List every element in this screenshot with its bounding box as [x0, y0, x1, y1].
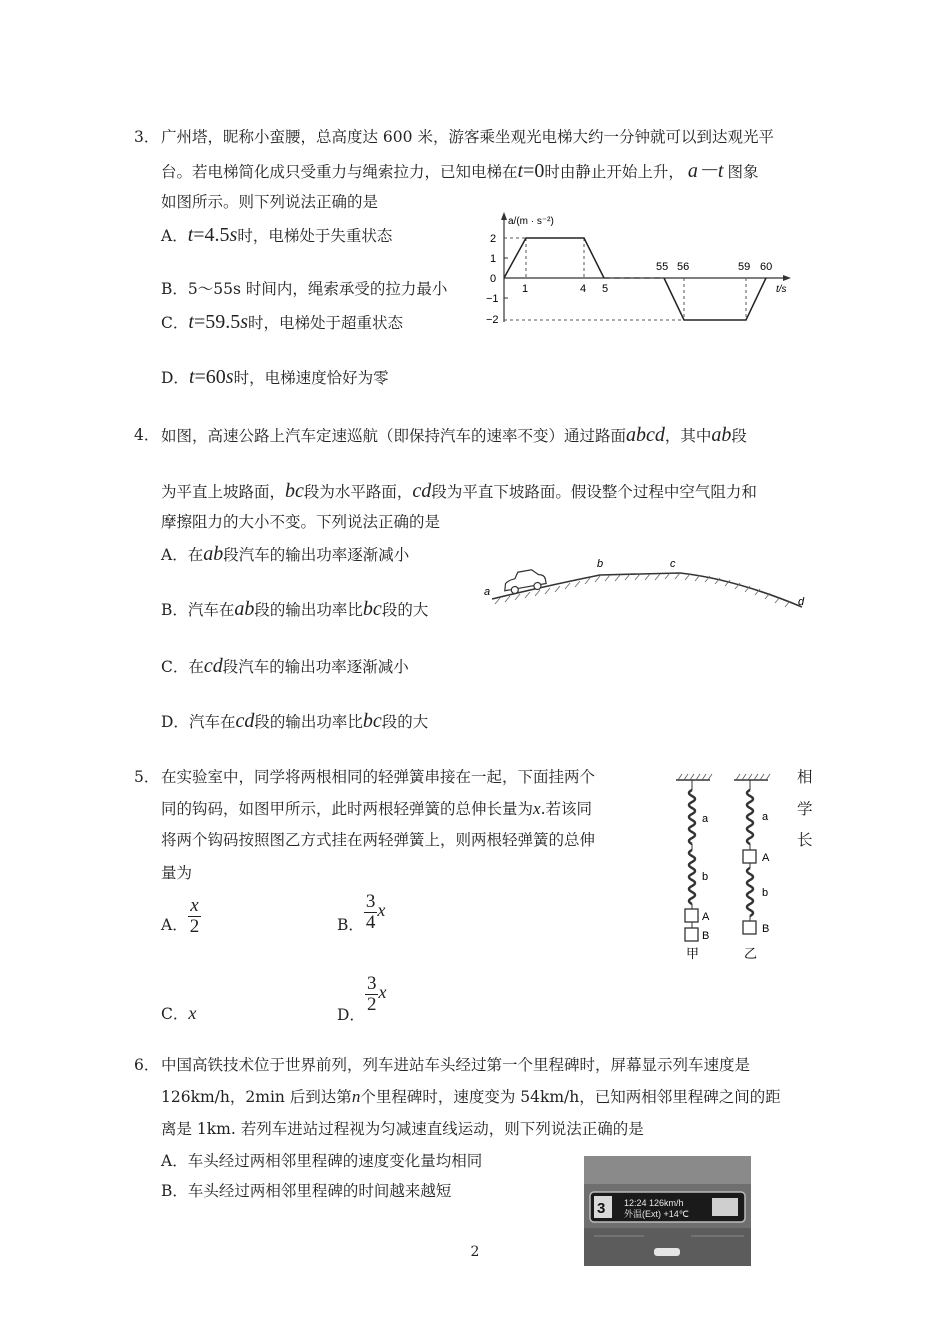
- q3-line3: 如图所示。则下列说法正确的是: [161, 193, 379, 211]
- fraction: $\frac{3}{2}$: [366, 972, 377, 1015]
- spring-a-left: [689, 790, 695, 844]
- q3-number: 3．: [134, 128, 160, 146]
- weight-a-left: [685, 909, 698, 922]
- q5-line4: 量为: [161, 864, 193, 882]
- x-tick-59: 59: [738, 261, 751, 273]
- q4-number: 4．: [134, 426, 160, 444]
- display-line2: 外温(Ext) +14℃: [624, 1209, 689, 1219]
- q4-line2: 为平直上坡路面，bc段为水平路面，cd段为平直下坡路面。假设整个过程中空气阻力和: [161, 480, 757, 502]
- q4-option-d: D．汽车在cd段的输出功率比bc段的大: [161, 710, 429, 732]
- car-number: 3: [597, 1200, 606, 1217]
- q5-option-a: A． $\frac{x}{2}$: [161, 894, 200, 937]
- q5-line2-end: 学: [797, 800, 813, 818]
- x-tick-60: 60: [760, 261, 773, 273]
- label-B-left: B: [702, 930, 710, 942]
- x-axis-label: t/s: [776, 284, 787, 295]
- caption-jia: 甲: [686, 946, 700, 961]
- x-tick-5: 5: [602, 283, 609, 295]
- q6-number: 6．: [134, 1056, 160, 1074]
- page-number: 2: [470, 1244, 480, 1260]
- q3-option-c: C．t=59.5s时，电梯处于超重状态: [161, 311, 404, 333]
- q3-line2: 台。若电梯简化成只受重力与绳索拉力，已知电梯在t=0时由静止开始上升， a－t 图象: [161, 160, 759, 182]
- q5-line3-end: 长: [797, 831, 813, 849]
- road-figure: [480, 555, 810, 625]
- road-label-c: c: [670, 558, 676, 570]
- q4-line3: 摩擦阻力的大小不变。下列说法正确的是: [161, 513, 441, 531]
- label-A-left: A: [702, 911, 710, 923]
- spring-a-right: [747, 790, 753, 844]
- q5-option-b: B． $\frac{3}{4}$ x: [337, 890, 386, 934]
- y-axis-arrow: [501, 212, 507, 220]
- q3-option-a: A．t=4.5s时，电梯处于失重状态: [161, 224, 393, 246]
- fraction: $\frac{x}{2}$: [189, 894, 200, 937]
- display-line1: 12:24 126km/h: [624, 1198, 684, 1208]
- a-t-graph: [482, 210, 802, 335]
- y-tick-2: 2: [490, 233, 497, 245]
- weight-a-right: [743, 850, 756, 863]
- q3-option-d: D．t=60s时，电梯速度恰好为零: [161, 366, 389, 388]
- x-tick-56: 56: [677, 261, 690, 273]
- q4-option-a: A．在ab段汽车的输出功率逐渐减小: [161, 543, 410, 565]
- q5-option-d: D． $\frac{3}{2}$ x: [337, 972, 387, 1024]
- y-tick-1: 1: [490, 253, 497, 265]
- x-tick-4: 4: [580, 283, 587, 295]
- x-axis-arrow: [783, 275, 791, 281]
- q6-option-b: B．车头经过两相邻里程碑的时间越来越短: [161, 1182, 452, 1200]
- q4-option-c: C．在cd段汽车的输出功率逐渐减小: [161, 655, 409, 677]
- y-tick-neg2: −2: [486, 314, 499, 326]
- q5-option-c: C．x: [161, 1003, 197, 1023]
- y-tick-neg1: −1: [486, 293, 499, 305]
- label-B-right: B: [762, 923, 770, 935]
- q5-line1: 在实验室中，同学将两根相同的轻弹簧串接在一起，下面挂两个: [161, 768, 596, 786]
- q4-line1: 如图，高速公路上汽车定速巡航（即保持汽车的速率不变）通过路面abcd，其中ab段: [161, 424, 747, 446]
- q6-line2: 126km/h，2min 后到达第n个里程碑时，速度变为 54km/h，已知两相邻里程碑之间的距: [161, 1087, 781, 1106]
- q3-option-b: B．5～55s 时间内，绳索承受的拉力最小: [161, 280, 448, 298]
- ceiling-hatch-left: [678, 774, 712, 780]
- label-a-left: a: [702, 813, 709, 825]
- road-label-d: d: [798, 596, 805, 608]
- x-tick-1: 1: [522, 283, 529, 295]
- q5-line1-end: 相: [797, 768, 813, 786]
- q4-option-b: B．汽车在ab段的输出功率比bc段的大: [161, 598, 429, 620]
- label-a-right: a: [762, 811, 769, 823]
- weight-b-right: [743, 921, 756, 934]
- spring-b-right: [747, 868, 753, 916]
- label-A-right: A: [762, 852, 770, 864]
- q3-line1: 广州塔，昵称小蛮腰，总高度达 600 米，游客乘坐观光电梯大约一分钟就可以到达观光平: [161, 128, 774, 146]
- a-t-curve-positive: [504, 238, 604, 278]
- q6-line3: 离是 1km. 若列车进站过程视为匀减速直线运动，则下列说法正确的是: [161, 1120, 644, 1138]
- road-label-b: b: [597, 558, 604, 570]
- fraction: $\frac{3}{4}$: [365, 890, 376, 933]
- caption-yi: 乙: [744, 946, 758, 961]
- road-label-a: a: [484, 586, 491, 598]
- spring-figure: [668, 770, 788, 965]
- q6-option-a: A．车头经过两相邻里程碑的速度变化量均相同: [161, 1152, 483, 1170]
- x-tick-55: 55: [656, 261, 669, 273]
- label-b-right: b: [762, 887, 769, 899]
- y-tick-0: 0: [490, 273, 497, 285]
- spring-b-left: [689, 850, 695, 904]
- a-t-curve-negative: [664, 278, 766, 320]
- ceiling-hatch-right: [736, 774, 770, 780]
- q5-number: 5．: [134, 768, 160, 786]
- q5-line3: 将两个钩码按照图乙方式挂在两轻弹簧上，则两根轻弹簧的总伸: [161, 831, 596, 849]
- q6-line1: 中国高铁技术位于世界前列，列车进站车头经过第一个里程碑时，屏幕显示列车速度是: [161, 1056, 751, 1074]
- label-b-left: b: [702, 871, 709, 883]
- q5-line2: 同的钩码，如图甲所示，此时两根轻弹簧的总伸长量为x.若该同: [161, 799, 592, 818]
- y-axis-label: a/(m · s⁻²): [508, 216, 554, 227]
- weight-b-left: [685, 928, 698, 941]
